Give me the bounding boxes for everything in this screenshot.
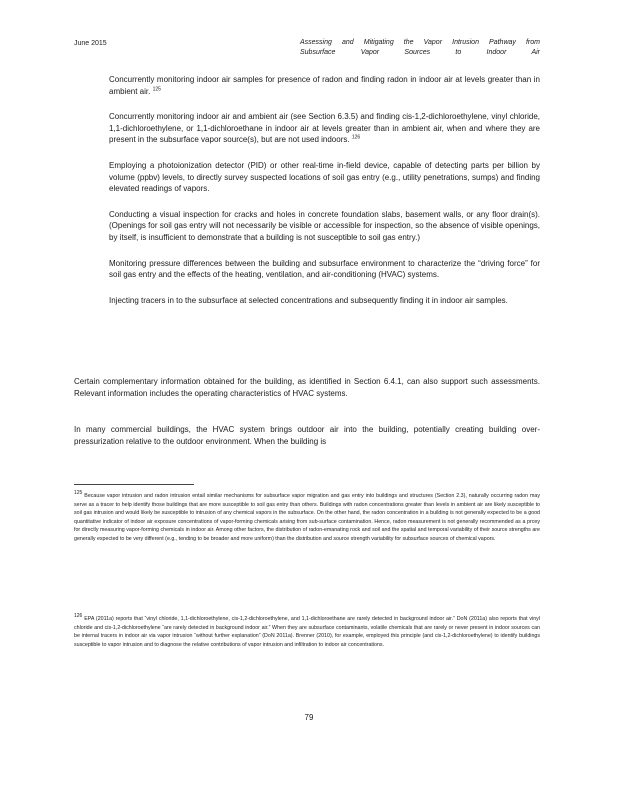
bullet-item	[92, 111, 540, 146]
footnote-ref: 125	[152, 85, 161, 92]
page-number: 79	[304, 713, 314, 722]
footnote	[74, 615, 540, 649]
header-title	[300, 38, 540, 58]
body-paragraph: Certain complementary information obtained for the building, as identified in Section 6.4.1, can also support such assessments. Relevant information includes the operating characteristics of HVAC systems.	[74, 377, 540, 398]
bullet-text: Injecting tracers in to the subsurface at selected concentrations and subsequently finding it in indoor air samples.	[109, 295, 508, 305]
footnote	[74, 492, 540, 544]
bullet-text: Concurrently monitoring indoor air and ambient air (see Section 6.3.5) and finding cis-1,2-dichloroethylene, vinyl chloride, 1,1-dichloroethylene, or 1,1-dichloroethane in indoor air at levels greater than in ambient air, when and where they are present in the subsurface vapor source(s), but are not used indoors.	[109, 112, 540, 145]
footnote-number: 125	[74, 490, 83, 497]
header-title-line1: Assessing and Mitigating the Vapor Intrusion Pathway from	[300, 39, 540, 46]
bullet-list	[92, 74, 540, 320]
bullet-text: Monitoring pressure differences between the building and subsurface environment to characterize the “driving force” for soil gas entry and the effects of the heating, ventilation, and air-conditioning (HVAC) systems.	[109, 258, 540, 280]
footnote-ref: 126	[351, 134, 361, 141]
bullet-text: Conducting a visual inspection for cracks and holes in concrete foundation slabs, basement walls, or any floor drain(s). (Openings for soil gas entry will not necessarily be visible or accessible for inspection, so the absence of visible openings, by itself, is insufficient to demonstrate that a building is not susceptible to soil gas entry.)	[109, 209, 540, 242]
bullet-item	[92, 258, 540, 281]
bullet-text: Employing a photoionization detector (PID) or other real-time in-field device, capable of detecting parts per billion by volume (ppbv) levels, to directly survey suspected locations of soil gas entry (e.g., utility penetrations, sumps) and finding elevated readings of vapors.	[109, 160, 540, 194]
bullet-item	[92, 209, 540, 244]
bullet-text: Concurrently monitoring indoor air samples for presence of radon and finding radon in indoor air at levels greater than in ambient air.	[109, 75, 540, 96]
bullet-item	[92, 295, 540, 307]
bullet-item	[92, 160, 540, 195]
footnote-text: Because vapor intrusion and radon intrusion entail similar mechanisms for subsurface vapor migration and gas entry into buildings and structures (Section 2.3), naturally occurring radon may serve as a tracer to help identify those buildings that are more susceptible to soil gas entry than others. Buildings with radon concentrations greater than levels in ambient air are likely susceptible to soil gas intrusion and would likely be susceptible to intrusion of any chemical vapors in the subsurface. On the other hand, the radon concentration in a building is not generally expected to be a good quantitative indicator of indoor air exposure concentrations of vapor-forming chemicals arising from sub-surface contamination. Hence, radon measurement is not generally recommended as a proxy for directly measuring vapor-forming chemicals in indoor air. Among other factors, the distribution of radon-emanating rock and soil and the spatial and temporal variability of their source strengths are generally expected to be very different (e.g., tending to be broader and more uniform) than the distribution and source strength variability for subsurface sources of chemical vapors.	[74, 493, 540, 542]
footnote-number: 126	[74, 613, 83, 620]
footnote-text: EPA (2011a) reports that “vinyl chloride, 1,1-dichloroethylene, cis-1,2-dichloroethylene, and 1,1-dichloroethane are rarely detected in background indoor air.” DoN (2011a) also reports that vinyl chloride and cis-1,2-dichloroethylene “are rarely detected in background indoor air.” When they are subsurface contaminants, volatile chemicals that are rarely or never present in indoor sources can be internal tracers in indoor air via vapor intrusion “without further explanation” (DoN 2011a). Brenner (2010), for example, employed this principle (and cis-1,2-dichloroethylene) to identify buildings susceptible to vapor intrusion and to diagnose the relative contributions of vapor intrusion and infiltration to indoor air concentrations.	[74, 616, 540, 648]
bullet-item	[92, 74, 540, 97]
footnote-divider	[74, 484, 194, 485]
body-paragraph: In many commercial buildings, the HVAC system brings outdoor air into the building, potentially creating building over-pressurization relative to the outdoor environment. When the building is	[74, 425, 540, 446]
header-date: June 2015	[74, 40, 107, 47]
header-title-line2: Subsurface Vapor Sources to Indoor Air	[300, 49, 540, 56]
